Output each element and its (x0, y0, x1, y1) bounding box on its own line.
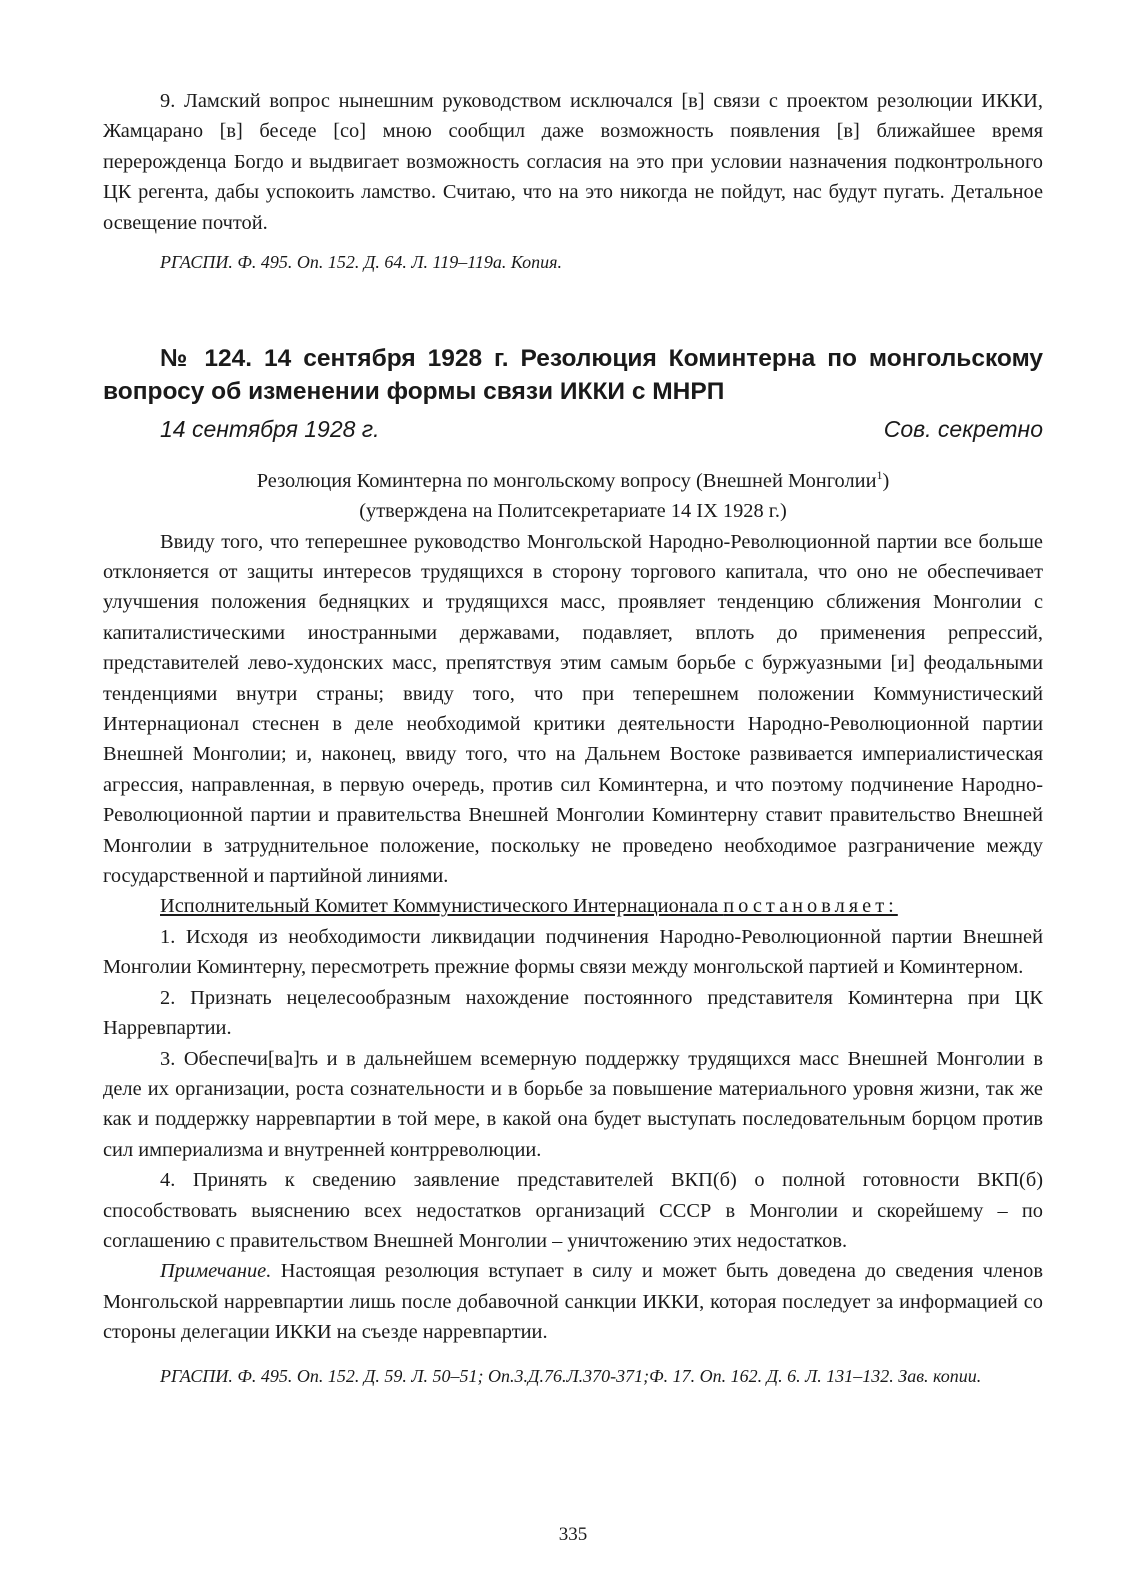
document-title: № 124. 14 сентября 1928 г. Резолюция Коминтерна по монгольскому вопросу об изменении формы связи ИККИ с МНРП (103, 345, 1043, 405)
heading-text: Резолюция Коминтерна по монгольскому вопросу (Внешней Монголии (256, 469, 877, 492)
point-4: 4. Принять к сведению заявление представителей ВКП(б) о полной готовности ВКП(б) способствовать выяснению всех недостатков организаций СССР в Монголии и скорейшему – по соглашению с правительством Внешней Монголии – уничтожению этих недостатков. (103, 1169, 1043, 1252)
resolution-heading (103, 460, 1043, 496)
page-number: 335 (558, 1524, 588, 1545)
point-2: 2. Признать нецелесообразным нахождение постоянного представителя Коминтерна при ЦК Нарревпартии. (103, 986, 1043, 1040)
preamble: Ввиду того, что теперешнее руководство Монгольской Народно-Революционной партии все больше отклоняется от защиты интересов трудящихся в сторону торгового капитала, что оно не обеспечивает улучшения положения бедняцких и трудящихся масс, проявляет тенденцию сближения Монголии с капиталистическими иностранными державами, подавляет, вплоть до применения репрессий, представителей лево-худонских масс, препятствуя этим самым борьбе с буржуазными [и] феодальными тенденциями внутри страны; ввиду того, что при теперешнем положении Коммунистический Интернационал стеснен в деле необходимой критики деятельности Народно-Революционной партии Внешней Монголии; и, наконец, ввиду того, что на Дальнем Востоке развивается империалистическая агрессия, направленная, в первую очередь, против сил Коминтерна, и что поэтому подчинение Народно-Революционной партии и правительства Внешней Монголии Коминтерну ставит правительство Внешней Монголии в затруднительное положение, поскольку не проведено необходимое разграничение между государственной и партийной линиями. (103, 530, 1043, 888)
classification-stamp: Сов. секретно (883, 416, 1043, 442)
footnote-marker: 1 (876, 468, 883, 482)
note-label: Примечание. (160, 1260, 272, 1283)
heading-close: ) (882, 469, 890, 492)
resolves-clause (103, 891, 1043, 921)
point-1: 1. Исходя из необходимости ликвидации подчинения Народно-Революционной партии Внешней Монголии Коминтерну, пересмотреть прежние формы связи между монгольской партией и Коминтерном. (103, 925, 1043, 979)
document-body (103, 460, 1043, 1390)
note-text: Настоящая резолюция вступает в силу и может быть доведена до сведения членов Монгольской нарревпартии лишь после добавочной санкции ИККИ, которая последует за информацией со стороны делегации ИККИ на съезде нарревпартии. (103, 1260, 1043, 1344)
resolves-word: постановляет: (723, 895, 898, 918)
prev-archive-wrap (103, 248, 1043, 276)
document-date: 14 сентября 1928 г. (160, 416, 380, 442)
paragraph-9: 9. Ламский вопрос нынешним руководством исключался [в] связи с проектом резолюции ИККИ, Жамцарано [в] беседе [со] мною сообщил даже возможность появления [в] ближайшее время перерожденца Богдо и выдвигает возможность согласия на это при условии назначения подконтрольного ЦК регента, дабы успокоить ламство. Считаю, что на это никогда не пойдут, нас будут пугать. Детальное освещение почтой. (103, 90, 1043, 234)
document-title-block (103, 342, 1043, 408)
note-paragraph (103, 1256, 1043, 1347)
approval-note: (утверждена на Политсекретариате 14 IX 1928 г.) (359, 500, 787, 523)
dateline (103, 414, 1043, 444)
resolves-prefix: Исполнительный Комитет Коммунистического Интернационала (160, 895, 724, 918)
previous-document-ending (103, 86, 1043, 238)
archive-reference-prev: РГАСПИ. Ф. 495. Оп. 152. Д. 64. Л. 119–119а. Копия. (160, 252, 563, 272)
archive-reference: РГАСПИ. Ф. 495. Оп. 152. Д. 59. Л. 50–51; Оп.3.Д.76.Л.370-371;Ф. 17. Оп. 162. Д. 6. Л. 131–132. Зав. копии. (160, 1365, 982, 1386)
dateline-row (103, 414, 1043, 444)
point-3: 3. Обеспечи[ва]ть и в дальнейшем всемерную поддержку трудящихся масс Внешней Монголии в деле их организации, роста сознательности и в борьбе за повышение материального уровня жизни, так же как и поддержку нарревпартии в той мере, в какой она будет выступать последовательным борцом против сил империализма и внутренней контрреволюции. (103, 1047, 1043, 1161)
